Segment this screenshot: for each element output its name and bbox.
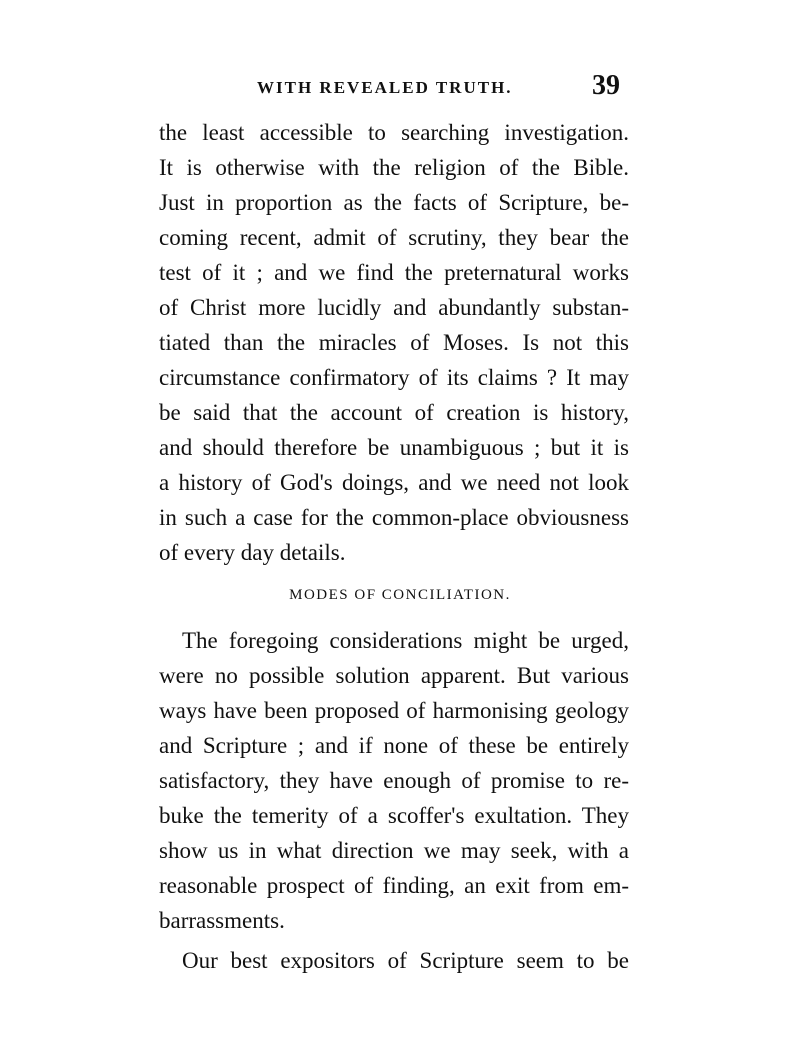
page-number: 39 [592,70,620,101]
text-line: It is otherwise with the religion of the Bible. [159,155,629,180]
text-line: ways have been proposed of harmonising geology [159,698,629,723]
text-line: a history of God's doings, and we need not look [159,470,629,495]
running-head: WITH REVEALED TRUTH. [257,78,513,97]
text-line: Our best expositors of Scripture seem to be [182,948,629,973]
text-line: barrassments. [159,908,285,933]
page-header [0,70,800,110]
text-line: were no possible solution apparent. But various [159,663,629,688]
text-line: The foregoing considerations might be urged, [182,628,629,653]
text-line: reasonable prospect of finding, an exit from em- [159,873,629,898]
section-heading: MODES OF CONCILIATION. [289,587,511,603]
text-line: be said that the account of creation is history, [159,400,629,425]
text-line: show us in what direction we may seek, with a [159,838,629,863]
text-line: buke the temerity of a scoffer's exultation. They [159,803,629,828]
text-line: of every day details. [159,540,346,565]
text-line: coming recent, admit of scrutiny, they bear the [159,225,629,250]
text-line: and should therefore be unambiguous ; but it is [159,435,629,460]
text-line: of Christ more lucidly and abundantly substan- [159,295,629,320]
text-line: satisfactory, they have enough of promise to re- [159,768,629,793]
text-line: test of it ; and we find the preternatural works [159,260,629,285]
text-line: Just in proportion as the facts of Scripture, be- [159,190,629,215]
text-line: in such a case for the common-place obviousness [159,505,629,530]
text-line: circumstance confirmatory of its claims ? It may [159,365,629,390]
text-line: tiated than the miracles of Moses. Is not this [159,330,629,355]
text-line: the least accessible to searching investigation. [159,120,629,145]
text-line: and Scripture ; and if none of these be entirely [159,733,629,758]
